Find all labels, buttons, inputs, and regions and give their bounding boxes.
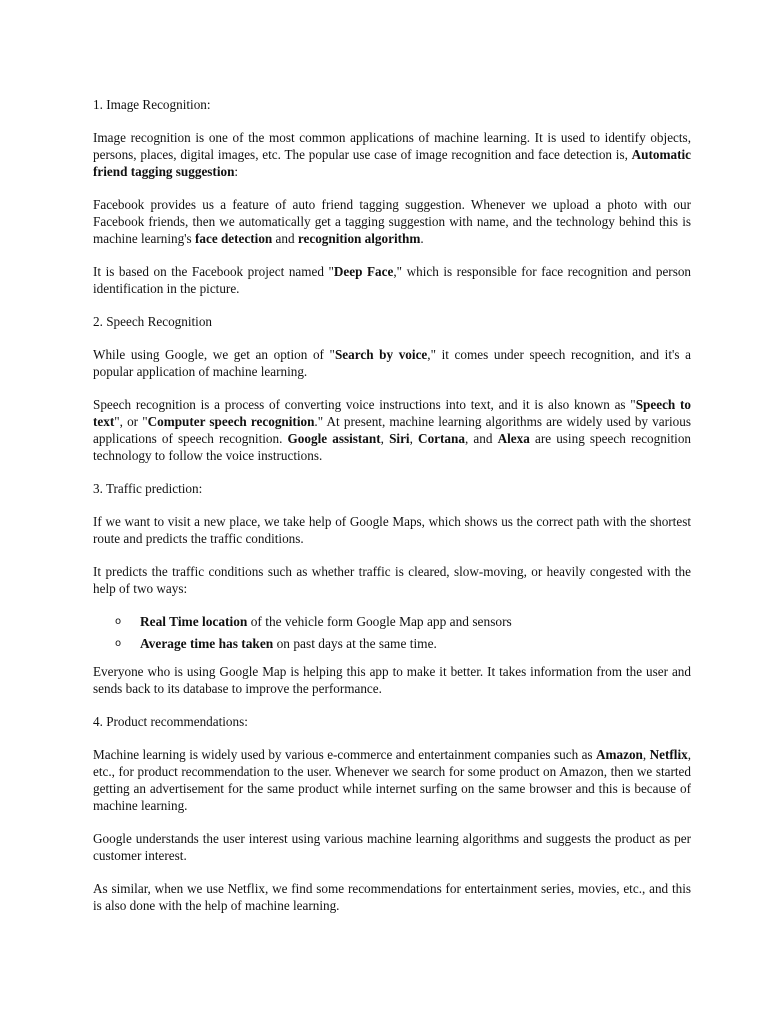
paragraph: [93, 746, 691, 814]
text-run: :: [234, 164, 239, 179]
document-page: [93, 96, 691, 930]
text-run: Everyone who is using Google Map is helping this app to make it better. It takes information from the user and sends back to its database to improve the performance.: [93, 664, 691, 696]
section-heading-product-recommendations: 4. Product recommendations:: [93, 714, 248, 729]
text-run: on past days at the same time.: [273, 636, 437, 651]
text-run: ", or ": [114, 414, 148, 429]
paragraph: [93, 346, 691, 380]
paragraph: [93, 396, 691, 464]
text-run: ," it comes under speech recognition, and it's a popular application of machine learning.: [93, 347, 691, 379]
text-run: , and: [464, 431, 498, 446]
circle-bullet-icon: o: [115, 616, 122, 627]
paragraph: [93, 513, 691, 547]
section-heading-speech-recognition: 2. Speech Recognition: [93, 314, 213, 329]
bold-term: Speech to text: [93, 397, 691, 429]
section-heading-image-recognition: 1. Image Recognition:: [93, 97, 211, 112]
bold-term: Amazon: [596, 747, 643, 762]
bold-term: Netflix: [649, 747, 688, 762]
text-run: , etc., for product recommendation to the user. Whenever we search for some product on Amazon, then we started getting an advertisement for the same product while internet surfing on the same browser and this is because of machine learning.: [93, 747, 692, 813]
text-run: Speech recognition is a process of converting voice instructions into text, and it is also known as ": [93, 397, 636, 412]
paragraph: [93, 563, 691, 597]
text-run: While using Google, we get an option of ": [93, 347, 335, 362]
paragraph: [93, 129, 691, 180]
text-run: and: [272, 231, 298, 246]
bold-term: Alexa: [497, 431, 530, 446]
text-run: As similar, when we use Netflix, we find some recommendations for entertainment series, movies, etc., and this is also done with the help of machine learning.: [93, 881, 691, 913]
text-run: ." At present, machine learning algorithms are widely used by various applications of speech recognition.: [93, 414, 691, 446]
text-run: If we want to visit a new place, we take help of Google Maps, which shows us the correct path with the shortest route and predicts the traffic conditions.: [93, 514, 691, 546]
circle-bullet-icon: o: [115, 638, 122, 649]
text-run: ," which is responsible for face recognition and person identification in the picture.: [93, 264, 692, 296]
list-item: [93, 613, 691, 630]
paragraph: [93, 830, 691, 864]
bold-term: Automatic friend tagging suggestion: [93, 147, 691, 179]
paragraph: [93, 196, 691, 247]
list-item: [93, 635, 691, 652]
text-run: Machine learning is widely used by various e-commerce and entertainment companies such as: [93, 747, 596, 762]
text-run: ,: [409, 431, 419, 446]
text-run: It predicts the traffic conditions such as whether traffic is cleared, slow-moving, or heavily congested with the help of two ways:: [93, 564, 691, 596]
text-run: Google understands the user interest using various machine learning algorithms and suggests the product as per customer interest.: [93, 831, 691, 863]
bold-term: Search by voice: [334, 347, 428, 362]
text-run: .: [420, 231, 424, 246]
text-run: Image recognition is one of the most common applications of machine learning. It is used to identify objects, persons, places, digital images, etc. The popular use case of image recognition and face detection is,: [93, 130, 691, 162]
bold-term: recognition algorithm: [297, 231, 421, 246]
bullet-list: [93, 613, 691, 652]
bold-term: Cortana: [418, 431, 465, 446]
bold-term: face detection: [194, 231, 273, 246]
text-run: ,: [380, 431, 390, 446]
bold-term: Average time has taken: [140, 636, 274, 651]
bold-term: Computer speech recognition: [147, 414, 315, 429]
paragraph: [93, 880, 691, 914]
paragraph: [93, 263, 691, 297]
section-heading-traffic-prediction: 3. Traffic prediction:: [93, 481, 203, 496]
text-run: ,: [642, 747, 650, 762]
bold-term: Google assistant: [287, 431, 381, 446]
text-run: It is based on the Facebook project named ": [93, 264, 334, 279]
text-run: of the vehicle form Google Map app and sensors: [247, 614, 512, 629]
text-run: Facebook provides us a feature of auto friend tagging suggestion. Whenever we upload a photo with our Facebook friends, then we automatically get a tagging suggestion with name, and the technology behind this is machine learning's: [93, 197, 691, 246]
paragraph: [93, 663, 691, 697]
bold-term: Deep Face: [333, 264, 394, 279]
bold-term: Real Time location: [140, 614, 248, 629]
bold-term: Siri: [389, 431, 410, 446]
text-run: are using speech recognition technology to follow the voice instructions.: [93, 431, 692, 463]
